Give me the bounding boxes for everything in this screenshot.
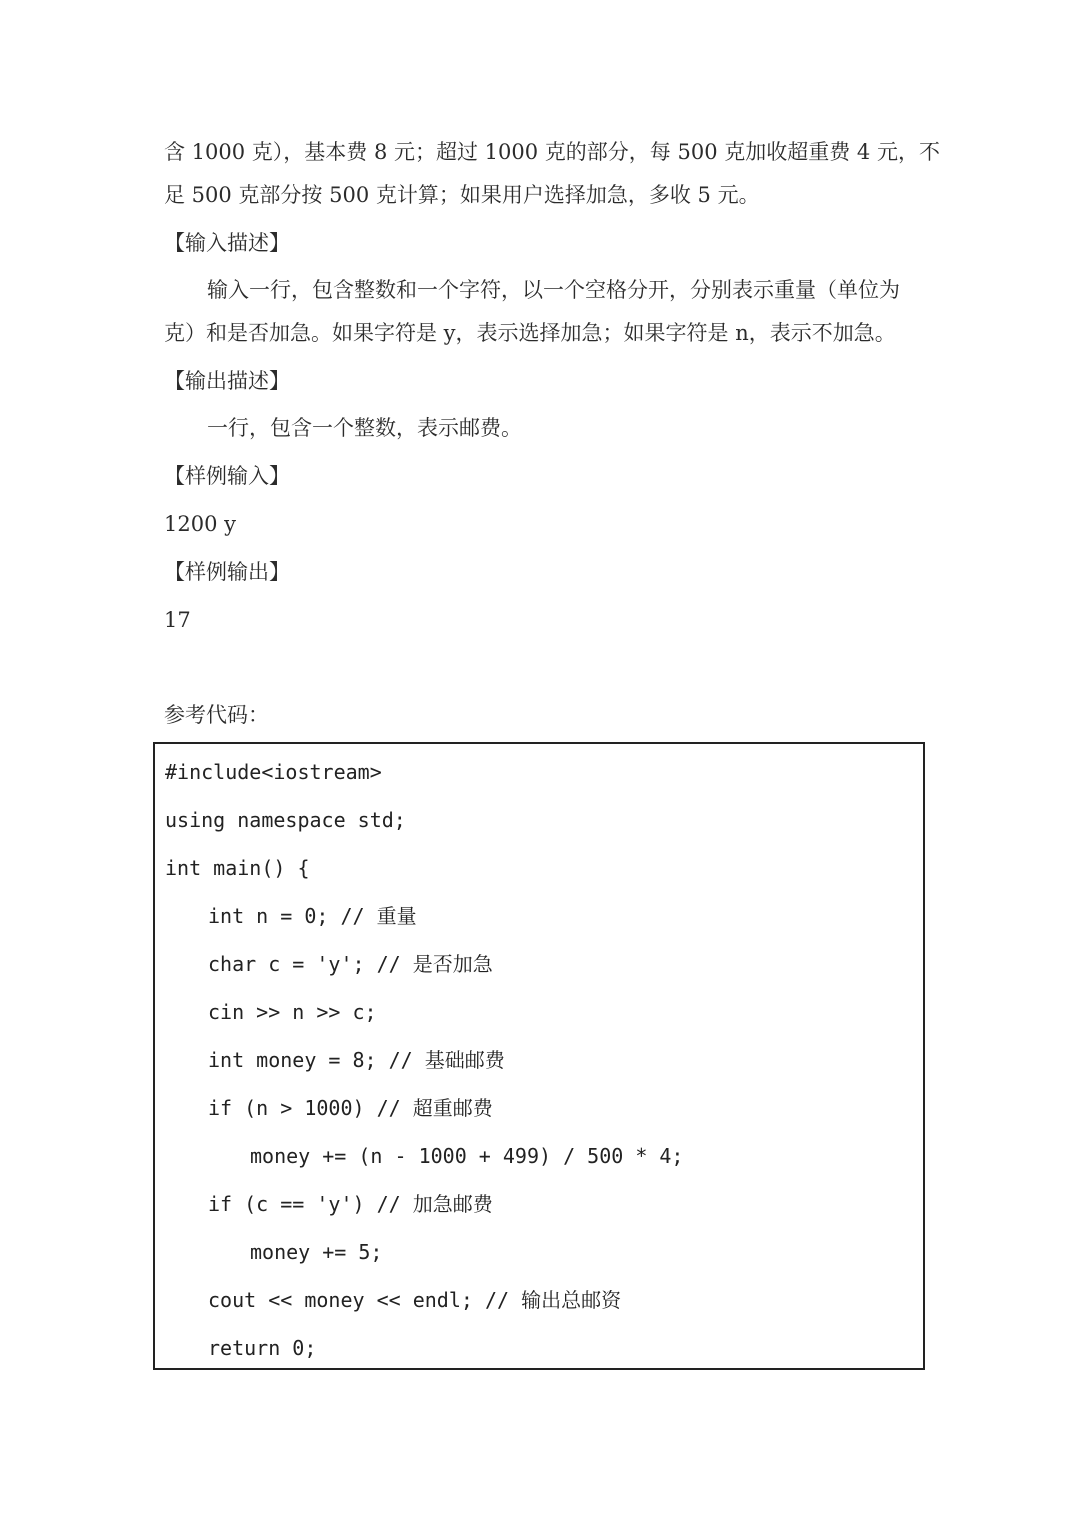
code-line: cout << money << endl; // 输出总邮资: [208, 1288, 622, 1312]
sample-output-heading: 【样例输出】: [164, 560, 290, 584]
sample-output-value: 17: [164, 608, 191, 632]
code-line: #include<iostream>: [165, 760, 382, 784]
code-line: int main() {: [165, 856, 310, 880]
description-line-1: 含 1000 克），基本费 8 元；超过 1000 克的部分，每 500 克加收超重费 4 元，不: [164, 140, 940, 164]
output-description-line-1: 一行，包含一个整数，表示邮费。: [207, 416, 522, 440]
code-line: if (c == 'y') // 加急邮费: [208, 1192, 493, 1216]
code-line: cin >> n >> c;: [208, 1000, 377, 1024]
code-line: return 0;: [208, 1336, 317, 1360]
code-line: char c = 'y'; // 是否加急: [208, 952, 493, 976]
code-line: using namespace std;: [165, 808, 406, 832]
output-description-heading: 【输出描述】: [164, 369, 290, 393]
input-description-line-1: 输入一行，包含整数和一个字符，以一个空格分开，分别表示重量（单位为: [207, 278, 900, 302]
code-line: int n = 0; // 重量: [208, 904, 417, 928]
description-line-2: 足 500 克部分按 500 克计算；如果用户选择加急，多收 5 元。: [164, 183, 760, 207]
sample-input-value: 1200 y: [164, 512, 236, 536]
code-block: [153, 742, 925, 1370]
code-line: money += 5;: [250, 1240, 383, 1264]
sample-input-heading: 【样例输入】: [164, 464, 290, 488]
code-line: money += (n - 1000 + 499) / 500 * 4;: [250, 1144, 684, 1168]
reference-code-label: 参考代码：: [164, 703, 269, 727]
input-description-line-2: 克）和是否加急。如果字符是 y，表示选择加急；如果字符是 n，表示不加急。: [164, 321, 896, 345]
input-description-heading: 【输入描述】: [164, 231, 290, 255]
code-line: if (n > 1000) // 超重邮费: [208, 1096, 493, 1120]
code-line: int money = 8; // 基础邮费: [208, 1048, 505, 1072]
